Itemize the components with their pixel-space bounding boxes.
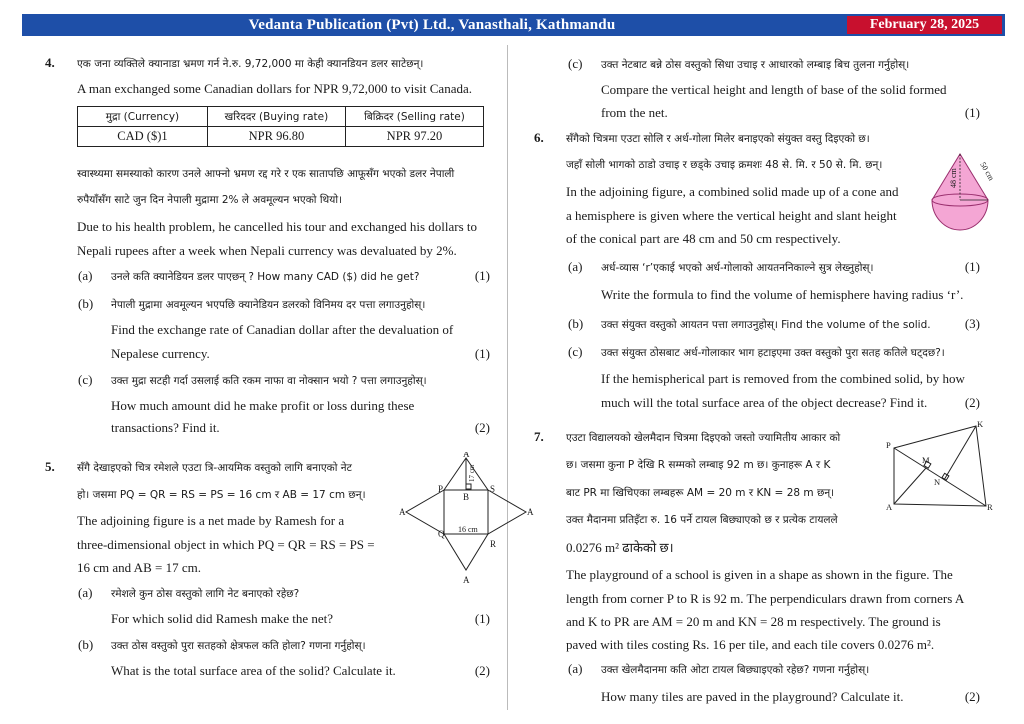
q6-en-3: of the conical part are 48 cm and 50 cm respectively. (566, 231, 841, 246)
q4b-marks: (1) (474, 346, 490, 361)
q7a-np: उक्त खेलमैदानमा कति ओटा टायल बिछ्याइएको रहेछ? गणना गर्नुहोस्। (601, 664, 870, 676)
cell-selling-rate: NPR 97.20 (345, 127, 483, 147)
q5-en-1: The adjoining figure is a net made by Ramesh for a (77, 513, 345, 528)
q4c-np: उक्त मुद्रा सटही गर्दा उसलाई कति रकम नाफा वा नोक्सान भयो ? पत्ता लगाउनुहोस्। (111, 375, 427, 387)
label-b: B (463, 492, 470, 502)
q4-para-np-1: स्वास्थ्यमा समस्याको कारण उनले आफ्नो भ्रमण रद्द गरे र एक सातापछि आफूसँग भएको डलर नेपाली (77, 168, 455, 180)
q7-np-2: छ। जसमा कुना P देखि R सम्मको लम्बाइ 92 m छ। कुनाहरू A र K (566, 459, 831, 471)
q4-para-np-2: रुपैयाँसँग साटे जुन दिन नेपाली मुद्रामा 2% ले अवमूल्यन भएको थियो। (77, 194, 343, 206)
q4-number: 4. (45, 55, 55, 70)
q4b-label: (b) (78, 296, 94, 311)
q4-para-en-1: Due to his health problem, he cancelled his tour and exchanged his dollars to (77, 219, 477, 234)
date-badge: February 28, 2025 (847, 16, 1002, 34)
q6-number: 6. (534, 130, 544, 145)
q4b-np: नेपाली मुद्रामा अवमूल्यन भएपछि क्यानेडियन डलरको विनिमय दर पत्ता लगाउनुहोस्। (111, 299, 426, 311)
q6b-label: (b) (568, 316, 584, 331)
q6a-np: अर्ध-व्यास ‘r’एकाई भएको अर्ध-गोलाको आयतननिकाल्ने सुत्र लेख्नुहोस्। (601, 262, 874, 274)
header-currency: मुद्रा (Currency) (78, 107, 208, 127)
publisher-title: Vedanta Publication (Pvt) Ltd., Vanasthali, Kathmandu (248, 17, 616, 33)
label-r: R (490, 539, 497, 549)
label-a-bottom: A (463, 575, 470, 585)
q7-en-3: and K to PR are AM = 20 m and KN = 28 m respectively. The ground is (566, 614, 941, 629)
label-a-right: A (527, 507, 534, 517)
q5a-en: For which solid did Ramesh make the net? (111, 611, 334, 626)
q5c-np: उक्त नेटबाट बन्ने ठोस वस्तुको सिधा उचाइ र आधारको लम्बाइ बिच तुलना गर्नुहोस्। (601, 59, 910, 71)
q5a-np: रमेशले कुन ठोस वस्तुको लागि नेट बनाएको रहेछ? (111, 588, 300, 600)
q4c-en-1: How much amount did he make profit or loss during these (111, 398, 415, 413)
label-n: N (934, 477, 941, 487)
label-a-top: A (463, 452, 470, 459)
q5c-en-1: Compare the vertical height and length of base of the solid formed (601, 82, 947, 97)
dim-side-16cm: 16 cm (458, 525, 478, 534)
q4b-en-2: Nepalese currency. (111, 346, 210, 361)
q5-number: 5. (45, 459, 55, 474)
q6-en-2: a hemisphere is given where the vertical height and slant height (566, 208, 897, 223)
q5-np-2: हो। जसमा PQ = QR = RS = PS = 16 cm र AB = 17 cm छन्। (77, 489, 366, 501)
q6-np-2: जहाँ सोली भागको ठाडो उचाइ र छड्के उचाइ क्रमशः 48 से. मि. र 50 से. मि. छन्। (566, 159, 883, 171)
q4-intro-en: A man exchanged some Canadian dollars for NPR 9,72,000 to visit Canada. (77, 81, 472, 96)
label-p: P (438, 484, 444, 494)
label-m: M (922, 455, 930, 465)
cell-buying-rate: NPR 96.80 (207, 127, 345, 147)
header-buying-rate: खरिददर (Buying rate) (207, 107, 345, 127)
q5b-np: उक्त ठोस वस्तुको पुरा सतहको क्षेत्रफल कति होला? गणना गर्नुहोस्। (111, 640, 366, 652)
net-triangle-left (406, 490, 444, 534)
q4c-label: (c) (78, 372, 93, 387)
playground-figure (880, 420, 1000, 514)
q5b-en: What is the total surface area of the solid? Calculate it. (111, 663, 396, 678)
q5-en-3: 16 cm and AB = 17 cm. (77, 560, 201, 575)
q5-en-2: three-dimensional object in which PQ = QR = RS = PS = (77, 537, 375, 552)
playground-quadrilateral (894, 426, 986, 506)
q6c-np: उक्त संयुक्त ठोसबाट अर्ध-गोलाकार भाग हटाइएमा उक्त वस्तुको पुरा सतह कतिले घट्दछ?। (601, 347, 945, 359)
cone-hemisphere-figure (920, 148, 1000, 244)
q4c-marks: (2) (474, 420, 490, 435)
q6c-en-1: If the hemispherical part is removed from the combined solid, by how (601, 371, 965, 386)
dim-slant-50cm: 50 cm (978, 160, 996, 183)
label-q: Q (438, 529, 445, 539)
dim-slant-17cm: 17 cm (468, 464, 476, 482)
net-triangle-bottom (444, 534, 488, 570)
label-a: A (886, 502, 893, 512)
label-r: R (987, 502, 993, 512)
perpendicular-kn (944, 426, 976, 480)
q4c-en-2: transactions? Find it. (111, 420, 220, 435)
net-triangle-right (488, 490, 526, 534)
net-right-angle (466, 484, 471, 489)
q6b-text: उक्त संयुक्त वस्तुको आयतन पत्ता लगाउनुहोस्। Find the volume of the solid. (601, 319, 931, 331)
header-selling-rate: बिक्रिदर (Selling rate) (345, 107, 483, 127)
q7-np-1: एउटा विद्यालयको खेलमैदान चित्रमा दिइएको जस्तो ज्यामितीय आकार को (566, 432, 841, 444)
q4a-marks: (1) (474, 268, 490, 283)
q6c-label: (c) (568, 344, 583, 359)
q7a-marks: (2) (964, 689, 980, 704)
q5c-marks: (1) (964, 105, 980, 120)
q5b-marks: (2) (474, 663, 490, 678)
q6a-label: (a) (568, 259, 583, 274)
q4-intro-np: एक जना व्यक्तिले क्यानाडा भ्रमण गर्न ने.रु. 9,72,000 मा केही क्यानडियन डलर साटेछन्। (77, 58, 424, 70)
q4a-label: (a) (78, 268, 93, 283)
q5a-marks: (1) (474, 611, 490, 626)
label-p: P (886, 440, 891, 450)
q7-np-3: बाट PR मा खिचिएका लम्बहरू AM = 20 m र KN = 28 m छन्। (566, 487, 835, 499)
q6a-en: Write the formula to find the volume of hemisphere having radius ‘r’. (601, 287, 964, 302)
table-header-row (78, 107, 484, 127)
q7-en-2: length from corner P to R is 92 m. The perpendiculars drawn from corners A (566, 591, 965, 606)
q7-en-4: paved with tiles costing Rs. 16 per tile, and each tile covers 0.0276 m². (566, 637, 935, 652)
column-divider (507, 45, 508, 710)
table-row (78, 127, 484, 147)
q7-np-5: 0.0276 m² ढाकेको छ। (566, 540, 674, 555)
q6c-en-2: much will the total surface area of the object decrease? Find it. (601, 395, 928, 410)
q5c-label: (c) (568, 56, 583, 71)
q6-en-1: In the adjoining figure, a combined solid made up of a cone and (566, 184, 899, 199)
q7-number: 7. (534, 429, 544, 444)
q7-np-4: उक्त मैदानमा प्रतिइँटा रु. 16 पर्ने टायल बिछ्याएको छ र प्रत्येक टायलले (566, 514, 838, 526)
dim-height-48cm: 48 cm (949, 168, 958, 188)
q4a-text: उनले कति क्यानेडियन डलर पाएछन् ? How many CAD ($) did he get? (111, 271, 420, 283)
cell-currency: CAD ($)1 (78, 127, 208, 147)
q4-para-en-2: Nepali rupees after a week when Nepali currency was devaluated by 2%. (77, 243, 457, 258)
q7a-en: How many tiles are paved in the playground? Calculate it. (601, 689, 904, 704)
q7-en-1: The playground of a school is given in a shape as shown in the figure. The (566, 567, 953, 582)
q6b-marks: (3) (964, 316, 980, 331)
q7a-label: (a) (568, 661, 583, 676)
label-k: K (977, 420, 984, 429)
q6a-marks: (1) (964, 259, 980, 274)
header-bar (22, 14, 1005, 36)
label-s: S (490, 484, 496, 494)
q6-np-1: सँगैको चित्रमा एउटा सोलि र अर्ध-गोला मिलेर बनाइएको संयुक्त वस्तु दिइएको छ। (566, 133, 870, 145)
perpendicular-am (894, 468, 926, 504)
label-a-left: A (399, 507, 406, 517)
q5-np-1: सँगै देखाइएको चित्र रमेशले एउटा त्रि-आयमिक वस्तुको लागि बनाएको नेट (77, 462, 352, 474)
pyramid-net-figure (398, 452, 538, 592)
q5c-en-2: from the net. (601, 105, 668, 120)
q5b-label: (b) (78, 637, 94, 652)
q4b-en-1: Find the exchange rate of Canadian dollar after the devaluation of (111, 322, 454, 337)
exchange-rate-table (77, 106, 484, 147)
q6c-marks: (2) (964, 395, 980, 410)
q5a-label: (a) (78, 585, 93, 600)
